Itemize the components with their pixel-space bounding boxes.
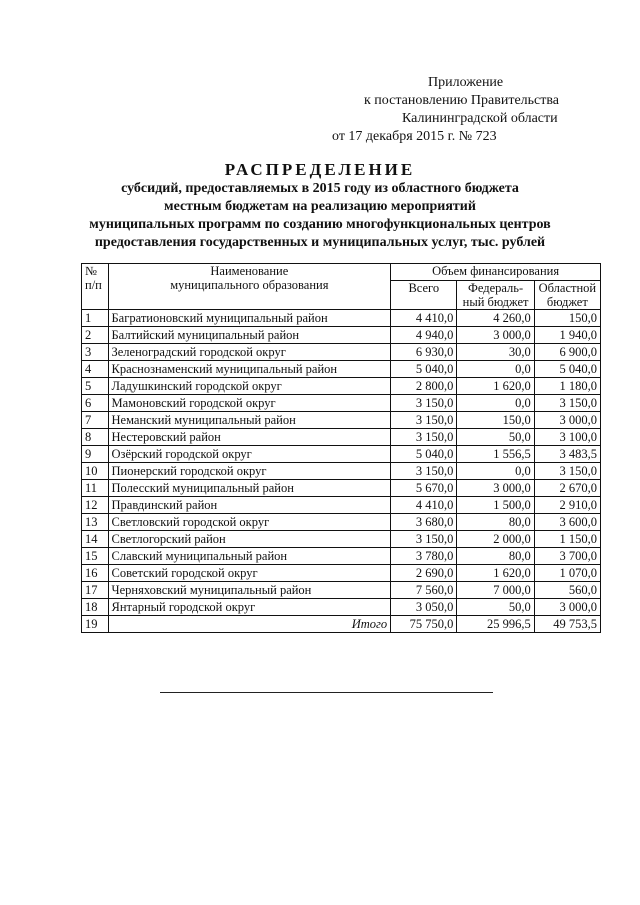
row-total: 6 930,0 xyxy=(391,344,457,361)
row-total: 7 560,0 xyxy=(391,582,457,599)
row-federal: 50,0 xyxy=(457,599,534,616)
total-row-regional: 49 753,5 xyxy=(534,616,600,633)
appendix-line-4: от 17 декабря 2015 г. № 723 xyxy=(332,129,497,144)
header-name-line-1: Наименование xyxy=(210,264,289,278)
table-row xyxy=(82,463,601,480)
row-regional: 5 040,0 xyxy=(534,361,600,378)
table-header xyxy=(82,264,601,310)
row-num: 12 xyxy=(82,497,109,514)
row-federal: 80,0 xyxy=(457,514,534,531)
row-federal: 1 556,5 xyxy=(457,446,534,463)
funding-table xyxy=(81,263,601,633)
row-regional: 6 900,0 xyxy=(534,344,600,361)
header-federal xyxy=(457,281,534,310)
row-federal: 80,0 xyxy=(457,548,534,565)
row-federal: 0,0 xyxy=(457,361,534,378)
row-total: 4 940,0 xyxy=(391,327,457,344)
row-total: 3 050,0 xyxy=(391,599,457,616)
row-total: 3 150,0 xyxy=(391,395,457,412)
row-federal: 30,0 xyxy=(457,344,534,361)
header-name-line-2: муниципального образования xyxy=(170,278,329,292)
row-regional: 560,0 xyxy=(534,582,600,599)
table-row xyxy=(82,514,601,531)
row-num: 10 xyxy=(82,463,109,480)
table-row xyxy=(82,429,601,446)
row-federal: 1 620,0 xyxy=(457,565,534,582)
document-subtitle-2: местным бюджетам на реализацию мероприятий xyxy=(164,199,476,214)
row-federal: 50,0 xyxy=(457,429,534,446)
row-municipality-name: Мамоновский городской округ xyxy=(108,395,391,412)
row-num: 14 xyxy=(82,531,109,548)
header-num-line-2: п/п xyxy=(85,278,102,292)
row-num: 18 xyxy=(82,599,109,616)
header-total-label: Всего xyxy=(408,281,440,295)
row-federal: 1 500,0 xyxy=(457,497,534,514)
table-row xyxy=(82,582,601,599)
table-row xyxy=(82,480,601,497)
row-municipality-name: Нестеровский район xyxy=(108,429,391,446)
row-municipality-name: Светлогорский район xyxy=(108,531,391,548)
table-footer xyxy=(82,616,601,633)
appendix-line-2: к постановлению Правительства xyxy=(364,93,560,108)
row-regional: 2 910,0 xyxy=(534,497,600,514)
table-row xyxy=(82,327,601,344)
row-regional: 3 150,0 xyxy=(534,463,600,480)
row-total: 5 670,0 xyxy=(391,480,457,497)
header-federal-line-1: Федераль- xyxy=(467,281,524,295)
total-row-num: 19 xyxy=(82,616,109,633)
row-federal: 2 000,0 xyxy=(457,531,534,548)
row-federal: 150,0 xyxy=(457,412,534,429)
row-regional: 1 940,0 xyxy=(534,327,600,344)
row-num: 1 xyxy=(82,310,109,327)
row-federal: 3 000,0 xyxy=(457,480,534,497)
total-row-total: 75 750,0 xyxy=(391,616,457,633)
row-total: 4 410,0 xyxy=(391,310,457,327)
table-row xyxy=(82,310,601,327)
header-regional xyxy=(534,281,600,310)
row-regional: 3 100,0 xyxy=(534,429,600,446)
header-regional-line-2: бюджет xyxy=(546,295,588,309)
row-municipality-name: Черняховский муниципальный район xyxy=(108,582,391,599)
document-heading xyxy=(60,160,580,252)
row-total: 3 150,0 xyxy=(391,531,457,548)
table-row xyxy=(82,531,601,548)
row-num: 8 xyxy=(82,429,109,446)
row-municipality-name: Советский городской округ xyxy=(108,565,391,582)
document-subtitle-3: муниципальных программ по созданию многофункциональных центров xyxy=(89,217,551,232)
row-regional: 1 150,0 xyxy=(534,531,600,548)
row-regional: 1 070,0 xyxy=(534,565,600,582)
row-total: 5 040,0 xyxy=(391,446,457,463)
row-regional: 2 670,0 xyxy=(534,480,600,497)
table-row xyxy=(82,599,601,616)
row-total: 3 150,0 xyxy=(391,463,457,480)
row-municipality-name: Багратионовский муниципальный район xyxy=(108,310,391,327)
header-name xyxy=(108,264,391,310)
row-federal: 4 260,0 xyxy=(457,310,534,327)
table-body xyxy=(82,310,601,616)
row-municipality-name: Янтарный городской округ xyxy=(108,599,391,616)
row-total: 2 800,0 xyxy=(391,378,457,395)
table-row xyxy=(82,548,601,565)
table-row xyxy=(82,565,601,582)
header-total xyxy=(391,281,457,310)
row-municipality-name: Светловский городской округ xyxy=(108,514,391,531)
row-total: 5 040,0 xyxy=(391,361,457,378)
row-municipality-name: Озёрский городской округ xyxy=(108,446,391,463)
row-total: 3 780,0 xyxy=(391,548,457,565)
document-subtitle-4: предоставления государственных и муниципальных услуг, тыс. рублей xyxy=(94,235,546,250)
row-num: 5 xyxy=(82,378,109,395)
row-municipality-name: Пионерский городской округ xyxy=(108,463,391,480)
table-row xyxy=(82,378,601,395)
row-federal: 1 620,0 xyxy=(457,378,534,395)
row-num: 13 xyxy=(82,514,109,531)
header-num xyxy=(82,264,109,310)
header-federal-line-2: ный бюджет xyxy=(462,295,529,309)
row-num: 11 xyxy=(82,480,109,497)
table-row xyxy=(82,395,601,412)
table-row xyxy=(82,361,601,378)
table-row xyxy=(82,344,601,361)
header-funding: Объем финансирования xyxy=(391,264,601,281)
row-num: 16 xyxy=(82,565,109,582)
table-row xyxy=(82,497,601,514)
total-row xyxy=(82,616,601,633)
row-federal: 3 000,0 xyxy=(457,327,534,344)
row-num: 9 xyxy=(82,446,109,463)
row-regional: 3 600,0 xyxy=(534,514,600,531)
row-total: 3 680,0 xyxy=(391,514,457,531)
table-row xyxy=(82,412,601,429)
header-regional-line-1: Областной xyxy=(538,281,597,295)
row-municipality-name: Славский муниципальный район xyxy=(108,548,391,565)
document-subtitle-1: субсидий, предоставляемых в 2015 году из областного бюджета xyxy=(121,181,519,196)
row-regional: 3 150,0 xyxy=(534,395,600,412)
row-num: 7 xyxy=(82,412,109,429)
row-municipality-name: Полесский муниципальный район xyxy=(108,480,391,497)
header-num-line-1: № xyxy=(85,264,97,278)
appendix-block xyxy=(300,74,610,146)
row-total: 4 410,0 xyxy=(391,497,457,514)
table-row xyxy=(82,446,601,463)
row-total: 2 690,0 xyxy=(391,565,457,582)
row-regional: 150,0 xyxy=(534,310,600,327)
row-municipality-name: Балтийский муниципальный район xyxy=(108,327,391,344)
row-municipality-name: Неманский муниципальный район xyxy=(108,412,391,429)
row-federal: 0,0 xyxy=(457,463,534,480)
signature-divider xyxy=(160,692,493,693)
row-total: 3 150,0 xyxy=(391,429,457,446)
row-municipality-name: Краснознаменский муниципальный район xyxy=(108,361,391,378)
row-municipality-name: Ладушкинский городской округ xyxy=(108,378,391,395)
total-row-federal: 25 996,5 xyxy=(457,616,534,633)
row-num: 15 xyxy=(82,548,109,565)
row-federal: 7 000,0 xyxy=(457,582,534,599)
row-federal: 0,0 xyxy=(457,395,534,412)
row-regional: 3 000,0 xyxy=(534,599,600,616)
row-regional: 1 180,0 xyxy=(534,378,600,395)
row-num: 2 xyxy=(82,327,109,344)
appendix-line-3: Калининградской области xyxy=(402,111,558,126)
appendix-line-1: Приложение xyxy=(428,75,504,90)
row-regional: 3 700,0 xyxy=(534,548,600,565)
row-total: 3 150,0 xyxy=(391,412,457,429)
row-num: 17 xyxy=(82,582,109,599)
row-regional: 3 000,0 xyxy=(534,412,600,429)
total-row-label: Итого xyxy=(108,616,391,633)
document-title: РАСПРЕДЕЛЕНИЕ xyxy=(224,160,416,179)
row-num: 3 xyxy=(82,344,109,361)
row-municipality-name: Зеленоградский городской округ xyxy=(108,344,391,361)
row-num: 4 xyxy=(82,361,109,378)
row-num: 6 xyxy=(82,395,109,412)
row-regional: 3 483,5 xyxy=(534,446,600,463)
row-municipality-name: Правдинский район xyxy=(108,497,391,514)
